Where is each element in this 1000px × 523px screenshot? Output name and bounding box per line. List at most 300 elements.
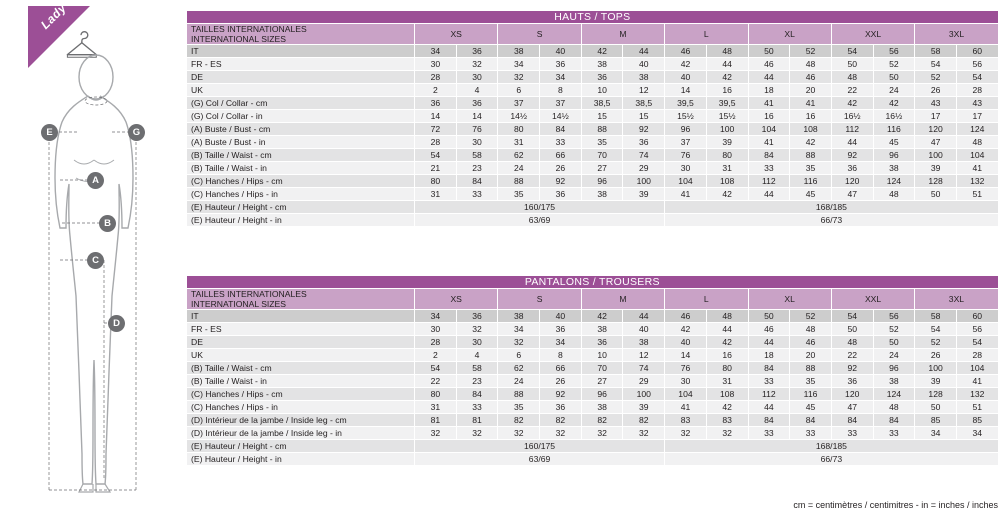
cell: 37: [540, 97, 582, 110]
cell: 16½: [873, 110, 915, 123]
row-label: (C) Hanches / Hips - cm: [187, 388, 415, 401]
cell: 52: [915, 71, 957, 84]
cell: 45: [873, 136, 915, 149]
cell: 85: [915, 414, 957, 427]
cell: 31: [706, 375, 748, 388]
cell: 16½: [831, 110, 873, 123]
cell: 33: [873, 427, 915, 440]
cell: 120: [831, 175, 873, 188]
cell: 84: [456, 388, 498, 401]
row-label: (C) Hanches / Hips - cm: [187, 175, 415, 188]
cell: 38: [498, 310, 540, 323]
cell: 36: [456, 45, 498, 58]
table-row: [187, 58, 999, 71]
cell: 15½: [665, 110, 707, 123]
cell: 48: [873, 401, 915, 414]
cell: 39: [623, 188, 665, 201]
cell: 124: [956, 123, 998, 136]
cell: 84: [831, 414, 873, 427]
cell-height-right: 66/73: [665, 453, 999, 466]
cell: 41: [790, 97, 832, 110]
cell: 31: [415, 188, 457, 201]
cell: 44: [623, 310, 665, 323]
cell: 76: [665, 149, 707, 162]
cell: 39,5: [706, 97, 748, 110]
cell: 112: [748, 175, 790, 188]
cell: 27: [581, 375, 623, 388]
cell: 4: [456, 349, 498, 362]
cell: 6: [498, 349, 540, 362]
cell: 88: [498, 388, 540, 401]
cell: 81: [456, 414, 498, 427]
cell: 36: [581, 71, 623, 84]
cell: 84: [748, 362, 790, 375]
row-label: IT: [187, 45, 415, 58]
cell: 32: [581, 427, 623, 440]
cell: 56: [956, 323, 998, 336]
cell: 48: [790, 323, 832, 336]
cell: 38: [873, 162, 915, 175]
cell: 80: [706, 362, 748, 375]
cell: 34: [540, 71, 582, 84]
marker-g: G: [128, 124, 145, 141]
cell: 38: [581, 58, 623, 71]
cell: 84: [748, 414, 790, 427]
tops-group-l: L: [665, 24, 748, 45]
cell: 96: [665, 123, 707, 136]
cell: 29: [623, 375, 665, 388]
trousers-group-xs: XS: [415, 289, 498, 310]
cell: 100: [623, 175, 665, 188]
cell: 41: [665, 401, 707, 414]
cell: 52: [790, 310, 832, 323]
cell: 120: [831, 388, 873, 401]
cell: 42: [706, 188, 748, 201]
row-label: DE: [187, 336, 415, 349]
cell: 38: [581, 188, 623, 201]
cell: 50: [915, 188, 957, 201]
cell: 44: [748, 336, 790, 349]
cell: 32: [540, 427, 582, 440]
cell: 54: [956, 71, 998, 84]
trousers-group-l: L: [665, 289, 748, 310]
cell: 23: [456, 375, 498, 388]
cell: 128: [915, 175, 957, 188]
cell: 16: [790, 110, 832, 123]
cell: 38: [498, 45, 540, 58]
cell: 31: [498, 136, 540, 149]
cell: 116: [873, 123, 915, 136]
table-row: [187, 336, 999, 349]
cell: 132: [956, 388, 998, 401]
trousers-group-3xl: 3XL: [915, 289, 998, 310]
cell: 22: [831, 84, 873, 97]
cell: 72: [415, 123, 457, 136]
cell: 50: [873, 336, 915, 349]
cell: 39: [706, 136, 748, 149]
cell: 44: [748, 401, 790, 414]
cell: 46: [790, 336, 832, 349]
cell: 76: [456, 123, 498, 136]
figure-panel: [0, 0, 186, 523]
cell: 23: [456, 162, 498, 175]
row-label: (B) Taille / Waist - cm: [187, 149, 415, 162]
cell: 26: [540, 162, 582, 175]
cell: 54: [915, 323, 957, 336]
cell: 70: [581, 149, 623, 162]
cell: 56: [873, 310, 915, 323]
cell: 47: [915, 136, 957, 149]
cell: 44: [706, 58, 748, 71]
table-row: [187, 349, 999, 362]
table-row: [187, 123, 999, 136]
trousers-title: PANTALONS / TROUSERS: [187, 276, 999, 289]
row-label: (E) Hauteur / Height - in: [187, 453, 415, 466]
cell: 92: [540, 175, 582, 188]
cell: 32: [706, 427, 748, 440]
row-label: (A) Buste / Bust - in: [187, 136, 415, 149]
cell: 36: [831, 162, 873, 175]
tops-title-row: [187, 11, 999, 24]
cell: 52: [873, 58, 915, 71]
cell: 30: [665, 162, 707, 175]
cell: 124: [873, 388, 915, 401]
cell: 39: [623, 401, 665, 414]
trousers-group-xxl: XXL: [831, 289, 914, 310]
cell: 96: [581, 175, 623, 188]
cell: 84: [456, 175, 498, 188]
cell: 74: [623, 362, 665, 375]
cell: 80: [706, 149, 748, 162]
cell: 42: [665, 58, 707, 71]
table-row: [187, 136, 999, 149]
cell: 31: [706, 162, 748, 175]
cell: 54: [415, 149, 457, 162]
cell-height-right: 168/185: [665, 440, 999, 453]
trousers-header-row: [187, 289, 999, 310]
table-row: [187, 97, 999, 110]
cell: 120: [915, 123, 957, 136]
cell: 36: [540, 188, 582, 201]
cell: 41: [665, 188, 707, 201]
cell: 42: [581, 310, 623, 323]
cell: 62: [498, 149, 540, 162]
cell: 52: [915, 336, 957, 349]
cell: 2: [415, 349, 457, 362]
cell: 35: [790, 375, 832, 388]
cell: 58: [915, 45, 957, 58]
cell: 50: [748, 45, 790, 58]
row-label: (D) Intérieur de la jambe / Inside leg - cm: [187, 414, 415, 427]
cell: 47: [831, 401, 873, 414]
cell: 28: [415, 71, 457, 84]
cell: 33: [831, 427, 873, 440]
cell: 20: [790, 349, 832, 362]
cell: 42: [706, 401, 748, 414]
cell: 42: [706, 336, 748, 349]
row-label: FR - ES: [187, 58, 415, 71]
cell: 33: [748, 375, 790, 388]
cell: 66: [540, 149, 582, 162]
cell: 46: [748, 58, 790, 71]
trousers-header-line2: INTERNATIONAL SIZES: [191, 299, 287, 309]
cell: 34: [498, 323, 540, 336]
cell: 40: [623, 58, 665, 71]
cell: 92: [831, 362, 873, 375]
cell: 48: [706, 45, 748, 58]
cell: 128: [915, 388, 957, 401]
cell: 38,5: [581, 97, 623, 110]
cell: 10: [581, 349, 623, 362]
cell: 40: [540, 310, 582, 323]
row-label: (B) Taille / Waist - in: [187, 162, 415, 175]
cell-height-left: 160/175: [415, 201, 665, 214]
cell: 14½: [498, 110, 540, 123]
cell: 70: [581, 362, 623, 375]
cell: 48: [831, 71, 873, 84]
cell: 17: [956, 110, 998, 123]
cell: 81: [415, 414, 457, 427]
row-label: UK: [187, 349, 415, 362]
row-label: (A) Buste / Bust - cm: [187, 123, 415, 136]
row-label: (B) Taille / Waist - cm: [187, 362, 415, 375]
cell: 26: [915, 84, 957, 97]
tops-header-row: [187, 24, 999, 45]
cell: 42: [790, 136, 832, 149]
cell: 32: [498, 71, 540, 84]
cell: 41: [956, 375, 998, 388]
cell: 76: [665, 362, 707, 375]
cell: 15: [623, 110, 665, 123]
cell: 38: [581, 401, 623, 414]
cell: 60: [956, 45, 998, 58]
cell: 40: [540, 45, 582, 58]
cell: 83: [665, 414, 707, 427]
cell: 104: [956, 362, 998, 375]
cell: 80: [498, 123, 540, 136]
cell: 33: [790, 427, 832, 440]
cell: 50: [831, 323, 873, 336]
trousers-table-block: [186, 275, 998, 466]
cell: 82: [540, 414, 582, 427]
table-row: [187, 375, 999, 388]
cell: 116: [790, 175, 832, 188]
brand-label: Lady: [38, 0, 70, 32]
cell: 52: [873, 323, 915, 336]
tops-title: HAUTS / TOPS: [187, 11, 999, 24]
cell: 80: [415, 175, 457, 188]
cell: 50: [748, 310, 790, 323]
trousers-title-row: [187, 276, 999, 289]
cell: 24: [498, 375, 540, 388]
cell: 2: [415, 84, 457, 97]
cell: 32: [498, 427, 540, 440]
cell-height-right: 168/185: [665, 201, 999, 214]
cell: 56: [956, 58, 998, 71]
cell: 92: [831, 149, 873, 162]
cell: 100: [915, 362, 957, 375]
table-row: [187, 188, 999, 201]
row-label: FR - ES: [187, 323, 415, 336]
cell: 85: [956, 414, 998, 427]
cell: 32: [456, 323, 498, 336]
cell: 132: [956, 175, 998, 188]
cell: 15½: [706, 110, 748, 123]
cell: 14: [665, 84, 707, 97]
trousers-header-label: [187, 289, 415, 310]
cell: 32: [456, 427, 498, 440]
cell: 104: [665, 175, 707, 188]
row-label: (D) Intérieur de la jambe / Inside leg - in: [187, 427, 415, 440]
cell: 82: [498, 414, 540, 427]
cell: 14: [415, 110, 457, 123]
cell: 44: [831, 136, 873, 149]
cell: 47: [831, 188, 873, 201]
tops-group-xxl: XXL: [831, 24, 914, 45]
cell: 112: [748, 388, 790, 401]
cell: 45: [790, 188, 832, 201]
cell: 18: [748, 349, 790, 362]
cell: 58: [915, 310, 957, 323]
cell: 38,5: [623, 97, 665, 110]
cell: 39: [915, 375, 957, 388]
cell: 35: [498, 401, 540, 414]
cell: 46: [790, 71, 832, 84]
cell: 33: [540, 136, 582, 149]
cell: 62: [498, 362, 540, 375]
table-row: [187, 401, 999, 414]
cell: 46: [748, 323, 790, 336]
cell: 41: [748, 97, 790, 110]
cell: 21: [415, 162, 457, 175]
cell: 14: [665, 349, 707, 362]
cell: 8: [540, 84, 582, 97]
cell: 24: [498, 162, 540, 175]
cell: 17: [915, 110, 957, 123]
cell-height-left: 63/69: [415, 214, 665, 227]
cell: 66: [540, 362, 582, 375]
cell: 33: [748, 427, 790, 440]
table-row: [187, 71, 999, 84]
cell: 34: [915, 427, 957, 440]
cell: 16: [706, 84, 748, 97]
cell: 16: [706, 349, 748, 362]
cell: 37: [498, 97, 540, 110]
trousers-group-m: M: [581, 289, 664, 310]
cell: 40: [665, 71, 707, 84]
cell: 28: [956, 349, 998, 362]
cell: 39: [915, 162, 957, 175]
cell: 16: [748, 110, 790, 123]
row-label: (E) Hauteur / Height - cm: [187, 440, 415, 453]
cell: 26: [915, 349, 957, 362]
row-label: (E) Hauteur / Height - cm: [187, 201, 415, 214]
table-row: [187, 427, 999, 440]
cell: 33: [748, 162, 790, 175]
cell: 108: [706, 388, 748, 401]
cell: 32: [665, 427, 707, 440]
table-row: [187, 440, 999, 453]
cell: 34: [415, 310, 457, 323]
cell: 38: [581, 323, 623, 336]
cell: 44: [748, 71, 790, 84]
cell: 54: [956, 336, 998, 349]
cell: 14: [456, 110, 498, 123]
cell: 58: [456, 149, 498, 162]
cell: 8: [540, 349, 582, 362]
table-row: [187, 162, 999, 175]
cell: 50: [873, 71, 915, 84]
cell: 36: [415, 97, 457, 110]
cell: 30: [456, 336, 498, 349]
tops-header-line2: INTERNATIONAL SIZES: [191, 34, 287, 44]
cell: 24: [873, 84, 915, 97]
cell: 82: [623, 414, 665, 427]
tops-table-block: [186, 10, 998, 227]
marker-b: B: [99, 215, 116, 232]
cell: 100: [915, 149, 957, 162]
cell: 104: [956, 149, 998, 162]
cell: 100: [706, 123, 748, 136]
tops-size-table: [186, 10, 999, 227]
cell: 36: [456, 310, 498, 323]
cell: 48: [706, 310, 748, 323]
table-row: [187, 323, 999, 336]
cell: 40: [623, 323, 665, 336]
cell: 56: [873, 45, 915, 58]
cell: 50: [915, 401, 957, 414]
cell: 28: [956, 84, 998, 97]
cell: 44: [706, 323, 748, 336]
cell: 28: [415, 136, 457, 149]
tops-group-m: M: [581, 24, 664, 45]
cell: 15: [581, 110, 623, 123]
table-row: [187, 110, 999, 123]
row-label: DE: [187, 71, 415, 84]
cell: 30: [415, 58, 457, 71]
cell: 46: [665, 310, 707, 323]
cell: 92: [540, 388, 582, 401]
cell: 26: [540, 375, 582, 388]
row-label: (G) Col / Collar - cm: [187, 97, 415, 110]
cell: 82: [581, 414, 623, 427]
cell: 74: [623, 149, 665, 162]
table-row: [187, 175, 999, 188]
marker-e: E: [41, 124, 58, 141]
cell: 36: [540, 58, 582, 71]
cell: 43: [915, 97, 957, 110]
cell: 48: [831, 336, 873, 349]
cell: 36: [623, 136, 665, 149]
tops-group-xs: XS: [415, 24, 498, 45]
cell: 96: [873, 362, 915, 375]
cell: 35: [498, 188, 540, 201]
cell: 30: [456, 136, 498, 149]
cell: 24: [873, 349, 915, 362]
cell-height-right: 66/73: [665, 214, 999, 227]
cell: 116: [790, 388, 832, 401]
cell: 108: [790, 123, 832, 136]
cell: 32: [498, 336, 540, 349]
cell: 36: [540, 401, 582, 414]
cell: 34: [498, 58, 540, 71]
cell: 32: [415, 427, 457, 440]
cell: 29: [623, 162, 665, 175]
cell: 104: [748, 123, 790, 136]
cell: 33: [456, 401, 498, 414]
row-label: (C) Hanches / Hips - in: [187, 401, 415, 414]
cell: 34: [540, 336, 582, 349]
